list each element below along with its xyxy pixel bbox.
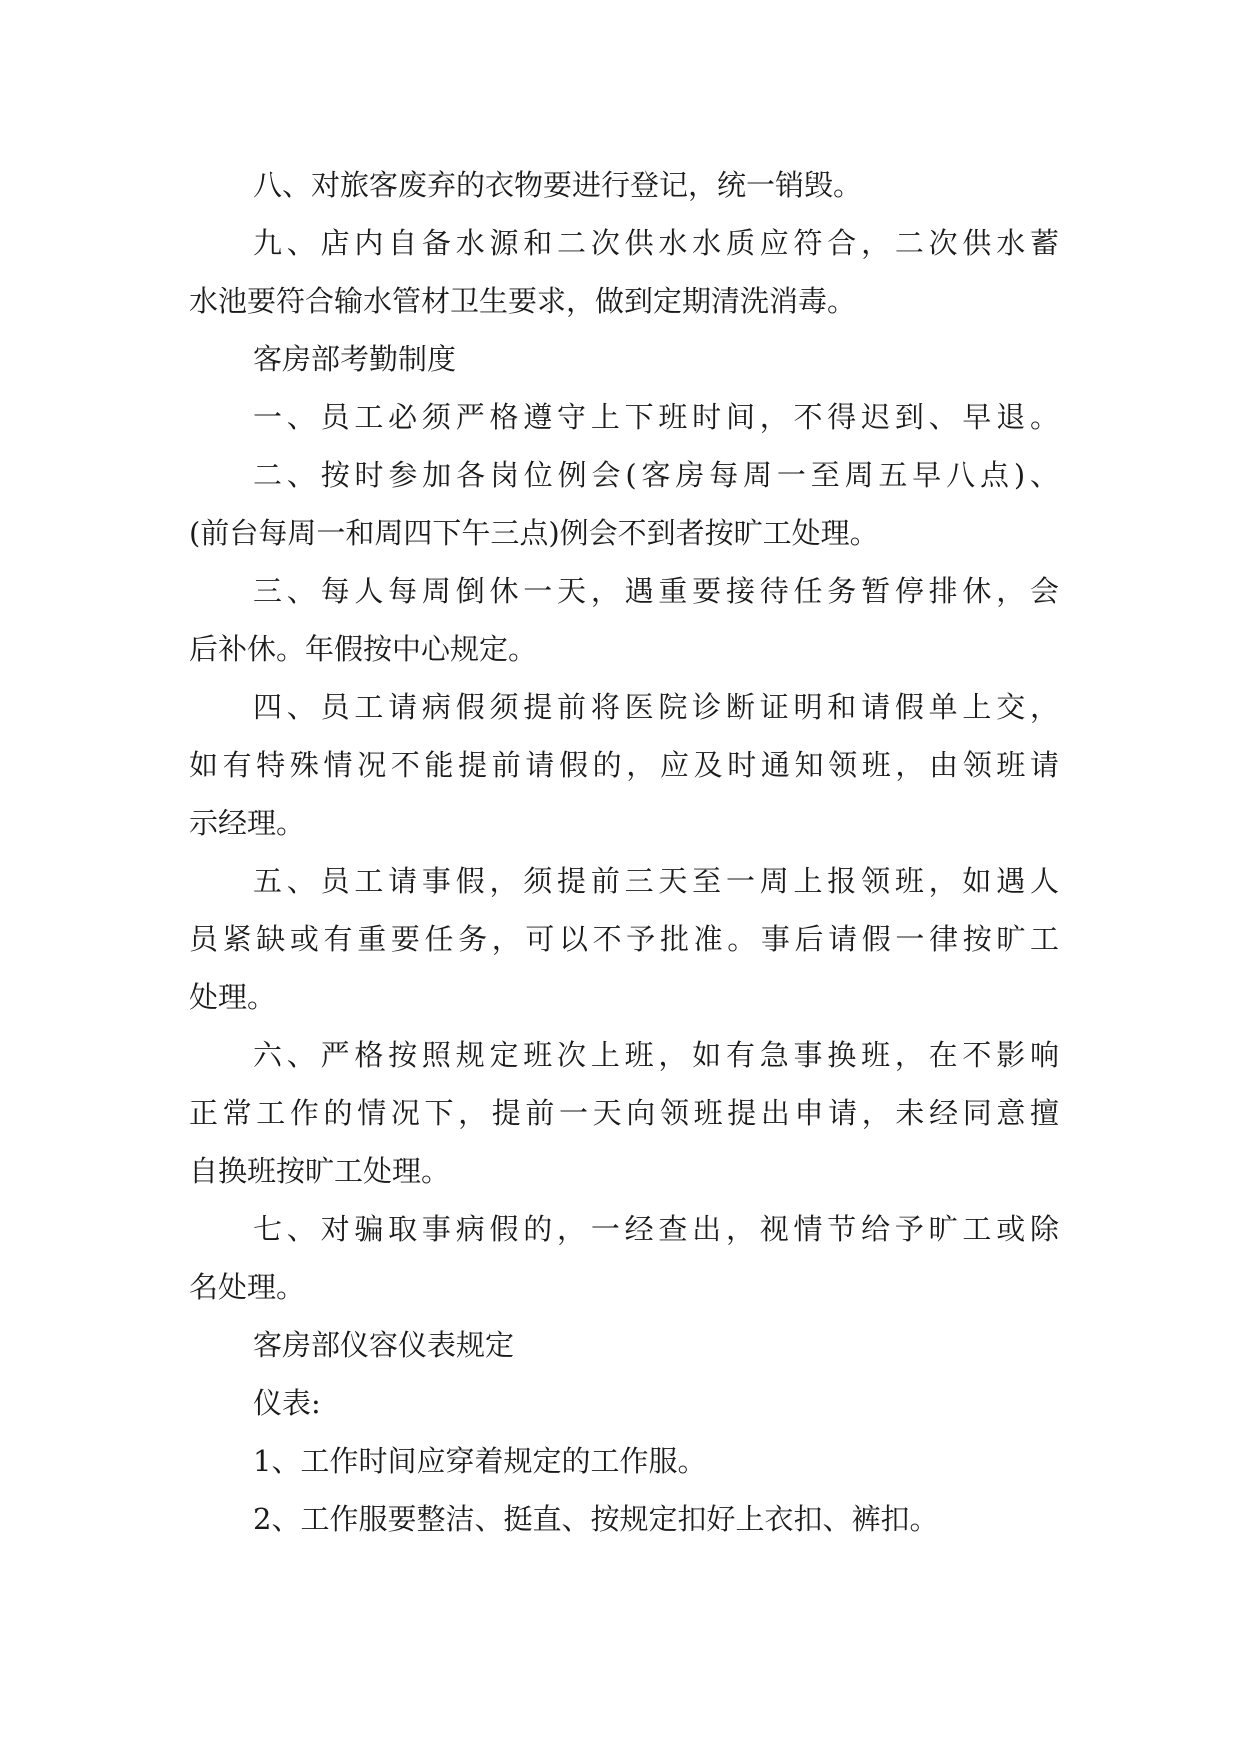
text-line: 四、员工请病假须提前将医院诊断证明和请假单上交， xyxy=(253,690,1059,724)
text-line: 正常工作的情况下，提前一天向领班提出申请，未经同意擅 xyxy=(189,1096,1059,1130)
text-line: 自换班按旷工处理。 xyxy=(189,1154,451,1188)
document-body xyxy=(189,156,1059,1548)
list-item: 2、工作服要整洁、挺直、按规定扣好上衣扣、裤扣。 xyxy=(253,1502,939,1536)
section-heading: 客房部仪容仪表规定 xyxy=(253,1328,515,1362)
subsection-heading: 仪表: xyxy=(253,1386,321,1420)
text-line: 示经理。 xyxy=(189,806,306,840)
text-line: 五、员工请事假，须提前三天至一周上报领班，如遇人 xyxy=(253,864,1059,898)
text-line: 水池要符合输水管材卫生要求，做到定期清洗消毒。 xyxy=(189,284,857,318)
text-line: 九、店内自备水源和二次供水水质应符合，二次供水蓄 xyxy=(253,226,1059,260)
text-line: 如有特殊情况不能提前请假的，应及时通知领班，由领班请 xyxy=(189,748,1059,782)
text-line: 处理。 xyxy=(189,980,277,1014)
text-line: 三、每人每周倒休一天，遇重要接待任务暂停排休，会 xyxy=(253,574,1059,608)
text-line: 六、严格按照规定班次上班，如有急事换班，在不影响 xyxy=(253,1038,1059,1072)
text-line: 七、对骗取事病假的，一经查出，视情节给予旷工或除 xyxy=(253,1212,1059,1246)
text-line: 八、对旅客废弃的衣物要进行登记，统一销毁。 xyxy=(253,168,863,202)
text-line: 二、按时参加各岗位例会(客房每周一至周五早八点)、 xyxy=(253,458,1059,492)
text-line: (前台每周一和周四下午三点)例会不到者按旷工处理。 xyxy=(189,516,879,550)
section-heading: 客房部考勤制度 xyxy=(253,342,457,376)
text-line: 员紧缺或有重要任务，可以不予批准。事后请假一律按旷工 xyxy=(189,922,1059,956)
text-line: 后补休。年假按中心规定。 xyxy=(189,632,538,666)
text-line: 名处理。 xyxy=(189,1270,306,1304)
text-line: 一、员工必须严格遵守上下班时间，不得迟到、早退。 xyxy=(253,400,1059,434)
list-item: 1、工作时间应穿着规定的工作服。 xyxy=(253,1444,707,1478)
